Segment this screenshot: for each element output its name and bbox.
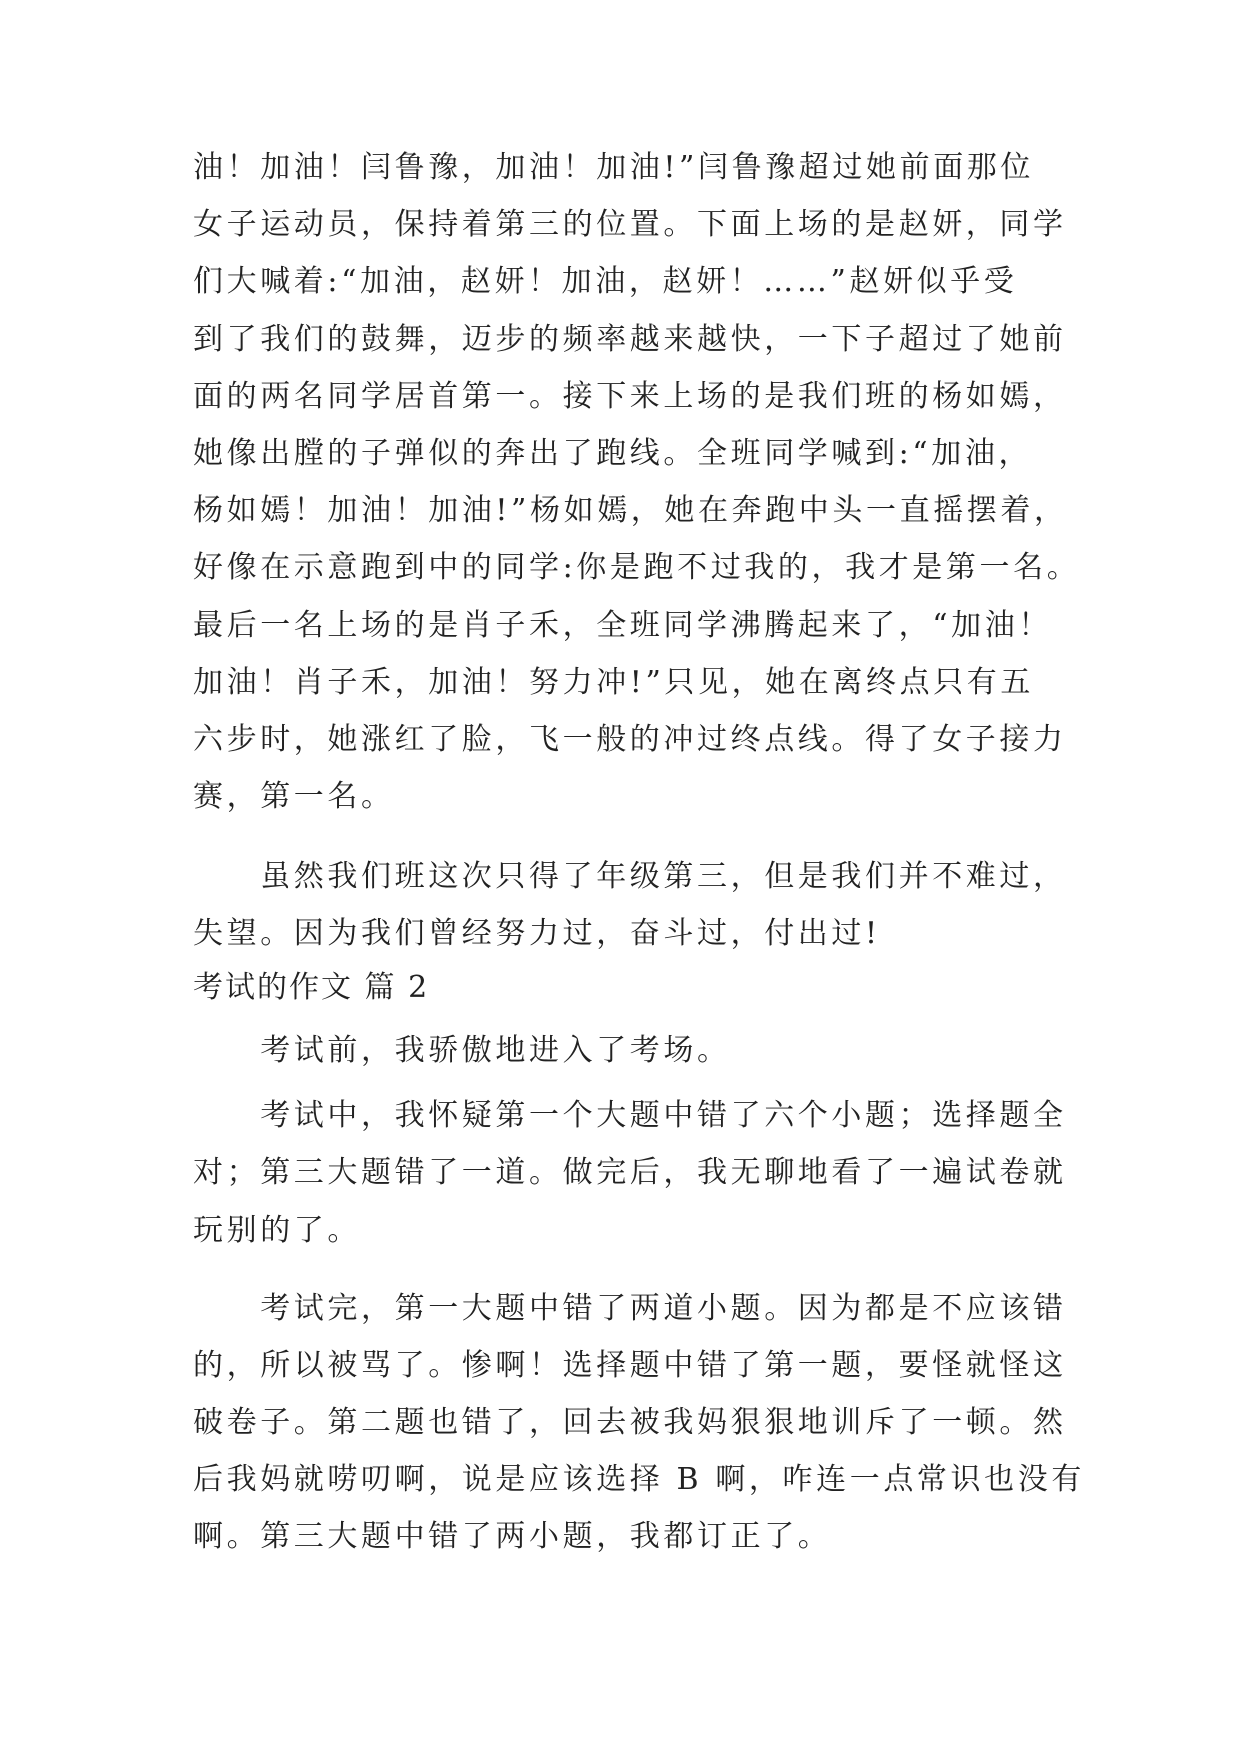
- text-line: 们大喊着:“加油，赵妍！加油，赵妍！……”赵妍似乎受: [193, 264, 1018, 299]
- text-line: 她像出膛的子弹似的奔出了跑线。全班同学喊到:“加油，: [193, 436, 1033, 471]
- text-line: 面的两名同学居首第一。接下来上场的是我们班的杨如嫣，: [193, 379, 1067, 414]
- text-line: 到了我们的鼓舞，迈步的频率越来越快，一下子超过了她前: [193, 322, 1067, 357]
- text-line: 后我妈就唠叨啊，说是应该选择 B 啊，咋连一点常识也没有: [193, 1462, 1085, 1497]
- paragraph-start-line: 考试中，我怀疑第一个大题中错了六个小题；选择题全: [193, 1098, 1067, 1133]
- text-line: 最后一名上场的是肖子禾，全班同学沸腾起来了，“加油！: [193, 608, 1052, 643]
- text-line: 赛，第一名。: [193, 779, 395, 814]
- paragraph-start-line: 考试前，我骄傲地进入了考场。: [193, 1033, 731, 1068]
- text-line: 啊。第三大题中错了两小题，我都订正了。: [193, 1519, 832, 1554]
- text-line: 加油！肖子禾，加油！努力冲!”只见，她在离终点只有五: [193, 665, 1034, 700]
- paragraph-start-line: 虽然我们班这次只得了年级第三，但是我们并不难过，: [193, 859, 1067, 894]
- text-line: 杨如嫣！加油！加油!”杨如嫣，她在奔跑中头一直摇摆着，: [193, 493, 1068, 528]
- paragraph-start-line: 考试完，第一大题中错了两道小题。因为都是不应该错: [193, 1291, 1067, 1326]
- text-line: 玩别的了。: [193, 1213, 361, 1248]
- text-line: 六步时，她涨红了脸，飞一般的冲过终点线。得了女子接力: [193, 722, 1067, 757]
- text-line: 破卷子。第二题也错了，回去被我妈狠狠地训斥了一顿。然: [193, 1405, 1067, 1440]
- text-line: 油！加油！闫鲁豫，加油！加油!”闫鲁豫超过她前面那位: [193, 150, 1034, 185]
- text-line: 失望。因为我们曾经努力过，奋斗过，付出过!: [193, 916, 881, 951]
- text-line: 好像在示意跑到中的同学:你是跑不过我的，我才是第一名。: [193, 550, 1081, 585]
- text-line: 对；第三大题错了一道。做完后，我无聊地看了一遍试卷就: [193, 1155, 1067, 1190]
- section-heading: 考试的作文 篇 2: [193, 970, 430, 1005]
- text-line: 的，所以被骂了。惨啊！选择题中错了第一题，要怪就怪这: [193, 1348, 1067, 1383]
- text-line: 女子运动员，保持着第三的位置。下面上场的是赵妍，同学: [193, 207, 1067, 242]
